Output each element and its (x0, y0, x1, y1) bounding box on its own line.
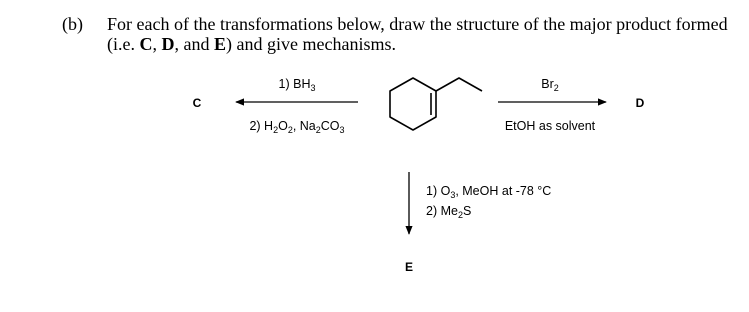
reaction-down (405, 172, 551, 274)
down-step2: 2) $Me_2S$ (426, 204, 472, 220)
line2-prefix: (i.e. (107, 34, 140, 54)
right-condition: EtOH as solvent (504, 119, 596, 133)
cyclohexene-ring (390, 78, 436, 130)
right-reagent: $Br_2$ (541, 77, 559, 93)
left-step1: 1) $BH_3$ (278, 77, 316, 93)
question-product-c: C (139, 34, 153, 54)
product-c: C (192, 96, 202, 110)
down-step1: 1) $O_3$, MeOH at -78 °C (426, 184, 552, 200)
line2-sep1: , (152, 34, 162, 54)
question-line-1: For each of the transformations below, draw the structure of the major product formed (107, 14, 728, 34)
product-d: D (635, 96, 645, 110)
line2-suffix: ) and give mechanisms. (226, 34, 396, 54)
product-e: E (404, 260, 414, 274)
question-product-e: E (213, 34, 226, 54)
left-step2: 2) $H_2O_2$, $Na_2CO_3$ (249, 119, 345, 135)
reaction-left (193, 77, 358, 135)
starting-material-structure (390, 78, 482, 130)
question-product-d: D (161, 34, 175, 54)
alkyl-chain (436, 78, 482, 91)
line2-sep2: , and (174, 34, 214, 54)
question-label: (b) (62, 14, 83, 34)
reaction-right (498, 77, 645, 133)
